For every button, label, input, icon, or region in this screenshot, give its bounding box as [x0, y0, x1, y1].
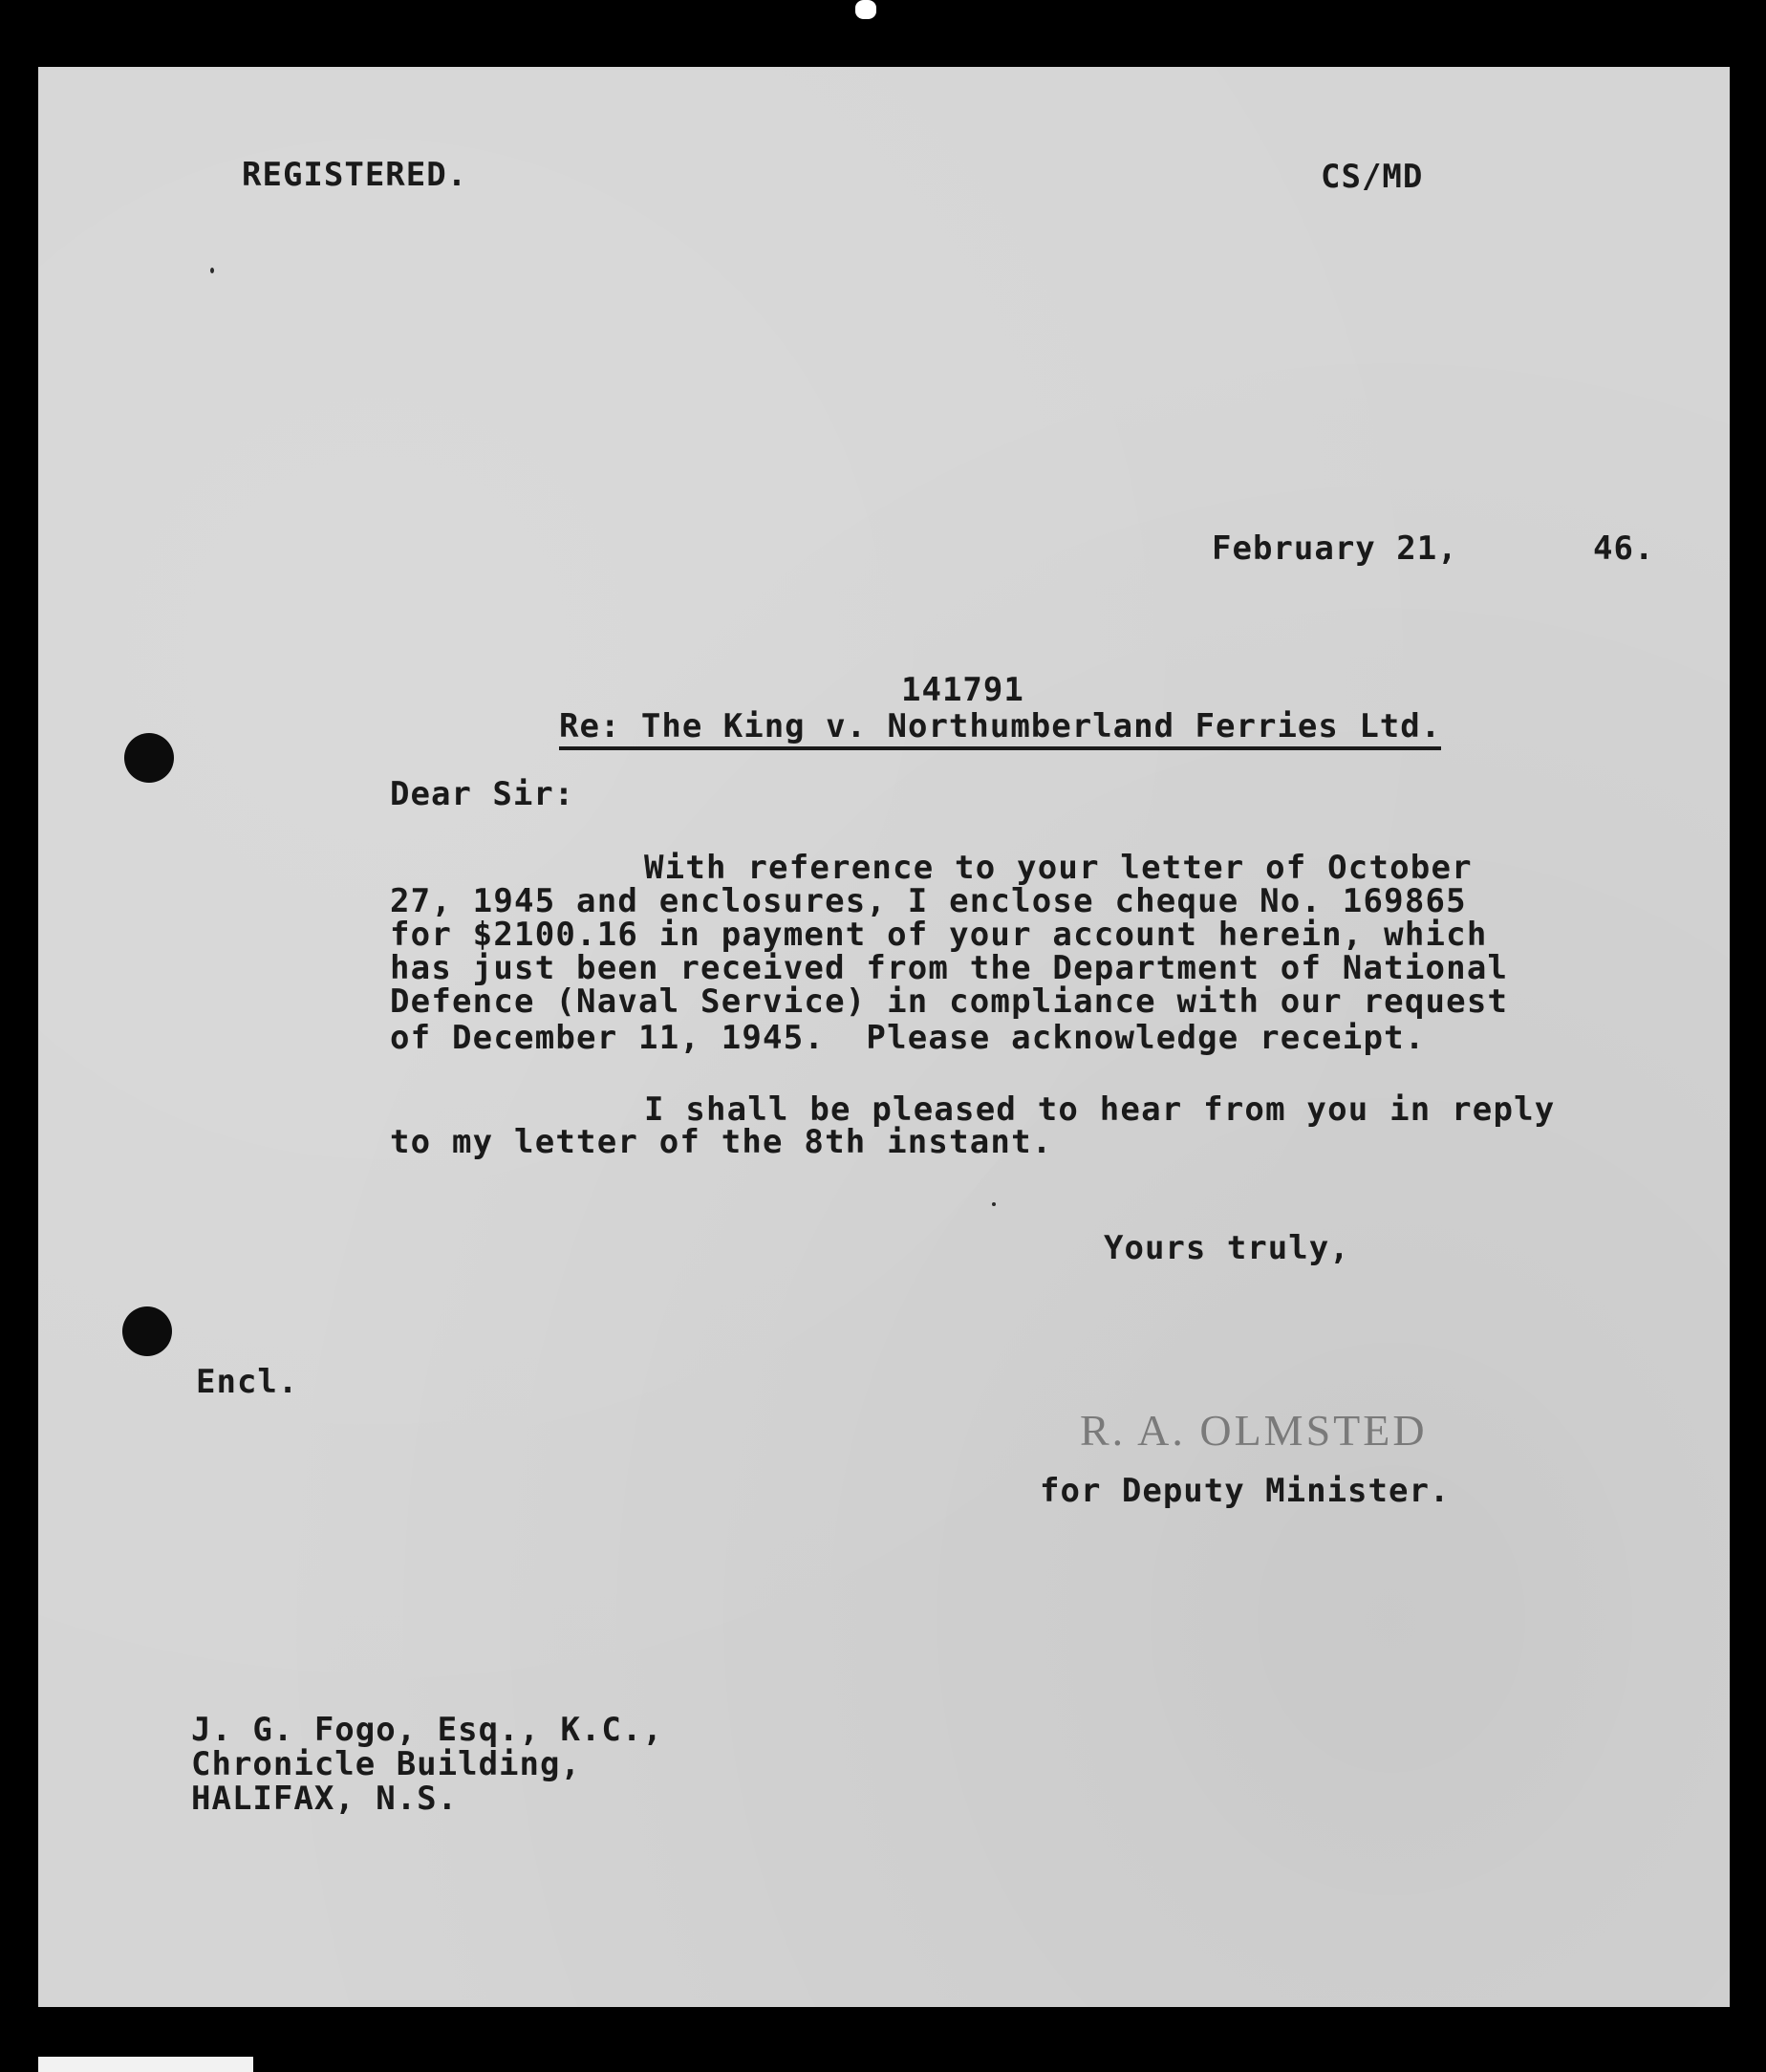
paragraph-2-line: I shall be pleased to hear from you in reply — [644, 1090, 1556, 1129]
salutation: Dear Sir: — [390, 775, 575, 813]
paragraph-1-line: Defence (Naval Service) in compliance with our request — [390, 982, 1509, 1021]
signature-title: for Deputy Minister. — [1040, 1472, 1451, 1510]
paragraph-1-line: of December 11, 1945. Please acknowledge receipt. — [390, 1019, 1426, 1057]
reference-initials: CS/MD — [1321, 158, 1424, 196]
paper-speck — [210, 268, 214, 273]
addressee-line: J. G. Fogo, Esq., K.C., — [191, 1711, 663, 1749]
letter-date-year: 46. — [1593, 529, 1655, 568]
paragraph-1-line: has just been received from the Department of National — [390, 949, 1509, 987]
subject-line: Re: The King v. Northumberland Ferries Ltd. — [559, 709, 1441, 750]
paragraph-1-line: With reference to your letter of October — [644, 849, 1473, 887]
punch-hole-lower — [122, 1306, 172, 1356]
addressee-line: HALIFAX, N.S. — [191, 1780, 459, 1818]
punch-hole-upper — [124, 733, 174, 783]
paragraph-2-line: to my letter of the 8th instant. — [390, 1123, 1053, 1161]
enclosure-note: Encl. — [196, 1363, 299, 1401]
top-edge-mark — [855, 0, 876, 19]
letter-date: February 21, — [1212, 529, 1458, 568]
signature-stamp: R. A. OLMSTED — [1080, 1406, 1428, 1455]
closing: Yours truly, — [1104, 1229, 1350, 1267]
archive-label-strip — [38, 2057, 253, 2072]
addressee-line: Chronicle Building, — [191, 1745, 581, 1783]
paragraph-1-line: for $2100.16 in payment of your account herein, which — [390, 916, 1488, 954]
registered-label: REGISTERED. — [242, 156, 468, 194]
file-number: 141791 — [901, 671, 1024, 709]
paper-speck — [992, 1202, 996, 1206]
paragraph-1-line: 27, 1945 and enclosures, I enclose cheque No. 169865 — [390, 882, 1467, 920]
